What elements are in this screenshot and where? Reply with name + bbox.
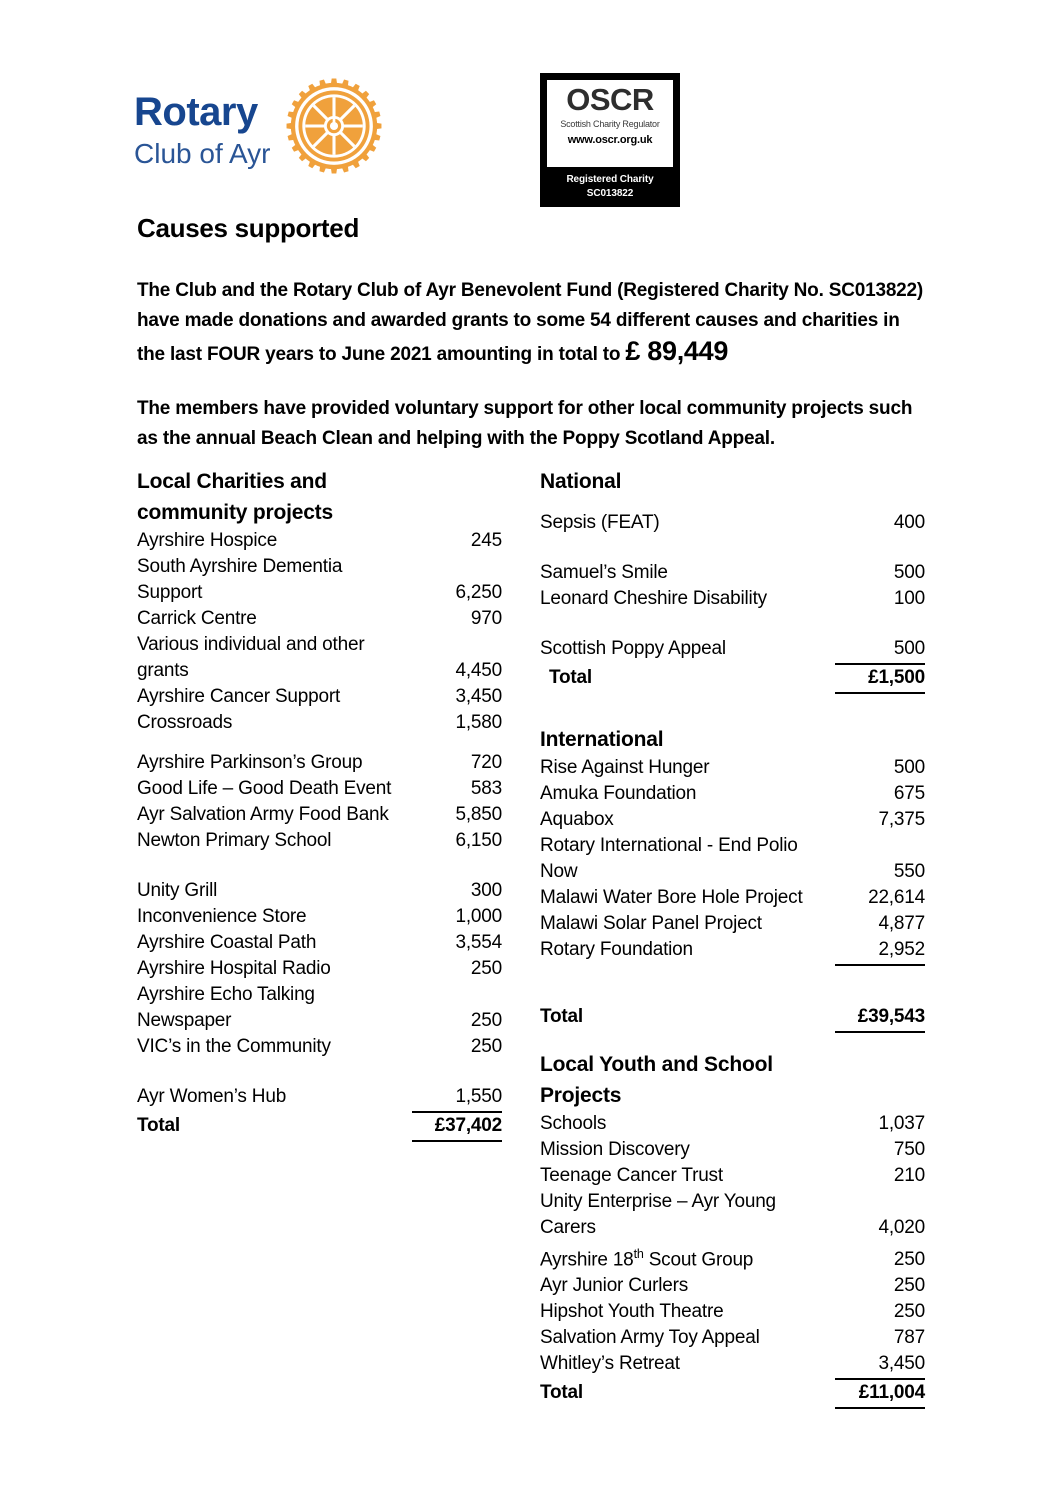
cause-label: South Ayrshire Dementia [137,556,343,577]
cause-label: Sepsis (FEAT) [540,512,660,533]
cause-label: Ayrshire Cancer Support [137,686,341,707]
list-item [137,710,502,736]
cause-label: Ayrshire Hospice [137,530,278,551]
cause-amount: 583 [470,778,502,799]
list-item [540,833,925,859]
cause-amount: 1,580 [455,712,502,733]
cause-label: Various individual and other [137,634,365,655]
section-total-row [540,665,925,694]
cause-label: Ayrshire Hospital Radio [137,958,331,979]
cause-label: Scottish Poppy Appeal [540,638,726,659]
cause-amount: 6,150 [455,830,502,851]
list-item [540,636,925,665]
list-gap [540,536,925,560]
total-amount: £11,004 [835,1380,925,1409]
list-item [137,606,502,632]
list-item [540,937,925,966]
local-youth-heading-line1: Local Youth and School [540,1053,773,1076]
list-item [540,911,925,937]
local-youth-heading-line2: Projects [540,1084,622,1107]
cause-label: Rotary International - End Polio [540,835,798,856]
cause-label: Support [137,582,203,603]
list-item [137,904,502,930]
list-item [137,750,502,776]
section-total-row [137,1113,502,1142]
cause-label: Carrick Centre [137,608,257,629]
cause-label: Rise Against Hunger [540,757,710,778]
section-heading-international: International [540,728,664,751]
cause-amount: 6,250 [455,582,502,603]
list-item [137,1008,502,1034]
cause-amount: 250 [893,1301,925,1323]
cause-label [540,1241,835,1273]
oscr-registered-charity-logo [540,73,680,207]
cause-amount: 5,850 [455,804,502,825]
column-right [540,466,925,1409]
rotary-club-of-ayr-logo [134,76,384,184]
cause-amount: 550 [893,861,925,882]
cause-label: Unity Enterprise – Ayr Young [540,1191,776,1212]
cause-label: Hipshot Youth Theatre [540,1301,724,1323]
oscr-logo-footer [547,167,673,201]
cause-label: Crossroads [137,712,233,733]
list-gap [540,966,925,990]
cause-label: Aquabox [540,809,614,830]
cause-label: Ayrshire Parkinson’s Group [137,752,363,773]
list-item [540,1273,925,1299]
cause-amount: 970 [470,608,502,629]
list-item [540,755,925,781]
cause-label: Ayrshire Echo Talking [137,984,315,1005]
list-item [540,1137,925,1163]
list-item [540,560,925,586]
cause-label: Amuka Foundation [540,783,697,804]
cause-label: Ayr Junior Curlers [540,1275,689,1297]
list-item [137,554,502,580]
cause-amount: 720 [470,752,502,773]
cause-amount: 250 [893,1249,925,1271]
oscr-footer-line1: Registered Charity [566,174,654,185]
total-label: Total [540,1006,583,1027]
list-item [137,632,502,658]
scout-label-post: Scout Group [643,1249,754,1271]
cause-label: Newton Primary School [137,830,332,851]
cause-label: Samuel’s Smile [540,562,668,583]
cause-label: Malawi Water Bore Hole Project [540,887,803,908]
list-item [137,956,502,982]
total-label: Total [137,1115,180,1136]
section-gap [540,694,925,724]
cause-amount: 3,450 [835,1351,925,1380]
cause-amount: 210 [893,1165,925,1186]
cause-label: Ayrshire Coastal Path [137,932,317,953]
total-amount: £39,543 [835,1004,925,1033]
cause-amount: 4,450 [455,660,502,681]
column-left [137,466,502,1136]
list-item [137,1034,502,1060]
list-item [137,684,502,710]
oscr-footer-line2: SC013822 [586,188,634,199]
cause-amount: 1,550 [412,1084,502,1113]
cause-label: Inconvenience Store [137,906,307,927]
total-amount: £37,402 [412,1113,502,1142]
total-label: Total [540,1382,583,1404]
cause-label: Good Life – Good Death Event [137,778,392,799]
intro-paragraph-2: The members have provided voluntary support for other local community projects such as the annual Beach Clean and helping with the Poppy Scotland Appeal. [137,398,913,449]
cause-label: Whitley’s Retreat [540,1353,680,1375]
list-item [137,528,502,554]
intro-paragraph-1 [137,276,927,370]
cause-amount: 250 [470,1036,502,1057]
scout-label-ordinal-suffix: th [633,1247,644,1261]
cause-amount: 4,020 [878,1217,925,1238]
cause-amount: 22,614 [868,887,925,908]
list-item [540,1163,925,1189]
list-item [137,802,502,828]
cause-amount: 1,037 [878,1113,925,1134]
cause-amount: 500 [893,757,925,778]
list-item [540,510,925,536]
list-item [540,781,925,807]
cause-label: Carers [540,1217,596,1238]
cause-amount: 3,554 [455,932,502,953]
list-item [540,1241,925,1273]
rotary-wordmark [134,92,270,168]
list-item [137,776,502,802]
rotary-gear-wheel-icon [286,78,382,174]
cause-label: Teenage Cancer Trust [540,1165,723,1186]
cause-label: Mission Discovery [540,1139,690,1160]
list-item [540,885,925,911]
list-item [137,580,502,606]
cause-amount: 300 [470,880,502,901]
list-item [540,1325,925,1351]
list-item [137,1084,502,1113]
list-item [540,1351,925,1380]
total-donations-amount: £ 89,449 [625,336,729,366]
cause-amount: 400 [893,512,925,533]
cause-label: Ayr Salvation Army Food Bank [137,804,389,825]
section-heading-national: National [540,470,622,493]
cause-label: Rotary Foundation [540,939,693,960]
cause-amount: 4,877 [878,913,925,934]
list-item [137,658,502,684]
cause-amount: 500 [835,636,925,665]
cause-amount: 500 [893,562,925,583]
list-gap [540,612,925,636]
list-item [540,807,925,833]
local-charities-heading-line1: Local Charities and [137,470,327,493]
cause-label: Ayr Women’s Hub [137,1086,287,1107]
cause-label: Schools [540,1113,607,1134]
oscr-logo-tagline: Scottish Charity Regulator [560,119,660,129]
cause-amount: 750 [893,1139,925,1160]
section-heading-local-charities [137,466,502,528]
total-label: Total [549,667,592,688]
cause-label: grants [137,660,189,681]
rotary-logo-line1: Rotary [134,90,258,134]
cause-amount: 7,375 [878,809,925,830]
section-heading-local-youth [540,1049,925,1111]
total-amount: £1,500 [835,665,925,694]
list-item [540,1215,925,1241]
cause-amount: 787 [893,1327,925,1349]
list-gap [540,497,925,510]
cause-amount: 250 [470,1010,502,1031]
cause-label: Malawi Solar Panel Project [540,913,762,934]
cause-amount: 3,450 [455,686,502,707]
oscr-logo-title: OSCR [566,82,654,117]
rotary-logo-line2: Club of Ayr [134,138,271,169]
cause-amount: 250 [893,1275,925,1297]
list-item [137,930,502,956]
list-item [540,1189,925,1215]
list-item [540,859,925,885]
cause-label: Now [540,861,578,882]
local-charities-heading-line2: community projects [137,501,333,524]
logo-header [0,0,1058,210]
cause-label: Leonard Cheshire Disability [540,588,767,609]
oscr-logo-url: www.oscr.org.uk [567,134,653,146]
list-item [540,586,925,612]
section-total-row [540,1380,925,1409]
cause-amount: 100 [893,588,925,609]
list-item [137,828,502,854]
intro-paragraph-1-text: The Club and the Rotary Club of Ayr Benevolent Fund (Registered Charity No. SC013822) have made donations and awarded grants to some 54 different causes and charities in the last FOUR years to June 2021 amounting in total to [137,280,924,365]
list-item [540,1299,925,1325]
cause-label: Salvation Army Toy Appeal [540,1327,760,1349]
list-item [137,982,502,1008]
scout-label-pre: Ayrshire 18 [540,1249,634,1271]
page-title: Causes supported [137,213,360,243]
cause-amount: 1,000 [455,906,502,927]
list-item [137,878,502,904]
cause-label: Newspaper [137,1010,232,1031]
cause-amount: 250 [470,958,502,979]
cause-amount: 245 [470,530,502,551]
list-item [540,1111,925,1137]
cause-label: Unity Grill [137,880,218,901]
section-total-row [540,1004,925,1033]
cause-amount: 675 [893,783,925,804]
oscr-logo-inner-panel [547,80,673,167]
cause-label: VIC’s in the Community [137,1036,331,1057]
cause-amount: 2,952 [835,937,925,966]
